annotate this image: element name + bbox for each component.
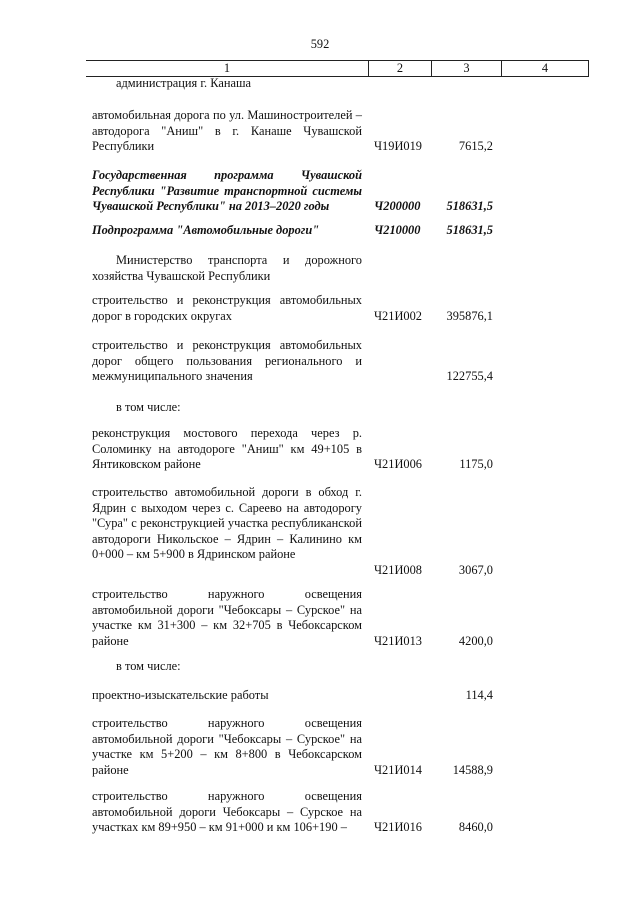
row-code: Ч21И013: [374, 633, 422, 648]
header-col-3: 3: [431, 61, 501, 76]
row-name: Министерство транспорта и дорожного хозяйства Чувашской Республики: [92, 253, 362, 283]
row-value: 7615,2: [458, 139, 493, 154]
row-code: Ч21И008: [374, 563, 422, 577]
row-code: Ч21И002: [374, 308, 422, 323]
row-name: администрация г. Канаша: [116, 76, 252, 90]
row-name: Подпрограмма "Автомобильные дороги": [92, 223, 320, 237]
row-code: Ч21И006: [374, 457, 422, 472]
row-value: 14588,9: [452, 762, 493, 777]
header-col-1: 1: [223, 61, 231, 75]
row-name: автомобильная дорога по ул. Машиностроителей – автодорога "Аниш" в г. Канаше Чувашской Республики: [92, 108, 362, 154]
row-value: 114,4: [465, 688, 493, 702]
row-value: 1175,0: [459, 457, 493, 472]
row-code: Ч19И019: [374, 139, 422, 154]
row-value: 395876,1: [446, 308, 493, 323]
row-value: 4200,0: [458, 633, 493, 648]
row-value: 8460,0: [458, 820, 493, 835]
table-header: [86, 60, 589, 77]
row-name: проектно-изыскательские работы: [92, 688, 269, 702]
header-col-4: 4: [501, 61, 589, 76]
page-number: 592: [310, 37, 330, 51]
row-code: Ч21И014: [374, 762, 422, 777]
row-name: строительство наружного освещения автомобильной дороги Чебоксары – Сурское на участках км 89+950 – км 91+000 и км 106+190 –: [92, 789, 362, 835]
row-name: строительство наружного освещения автомобильной дороги "Чебоксары – Сурское" на участке км 5+200 – км 8+800 в Чебоксарском районе: [92, 716, 362, 777]
row-value: 518631,5: [446, 199, 493, 214]
row-name: строительство автомобильной дороги в обход г. Ядрин с выходом через с. Сареево на автодорогу "Сура" с реконструкцией участка республиканской автодороги Никольское – Ядрин – Калинино км 0+000 – км 5+900 в Ядринском районе: [92, 485, 362, 562]
row-value: 3067,0: [458, 563, 493, 577]
row-name: в том числе:: [116, 400, 181, 414]
row-name: реконструкция мостового перехода через р. Соломинку на автодороге "Аниш" км 49+105 в Янтиковском районе: [92, 426, 362, 472]
row-name: строительство и реконструкция автомобильных дорог в городских округах: [92, 293, 362, 323]
row-value: 122755,4: [446, 369, 493, 384]
row-code: Ч200000: [374, 199, 421, 214]
row-name: в том числе:: [116, 659, 181, 673]
header-col-2: 2: [368, 61, 431, 76]
row-code: Ч210000: [374, 223, 421, 237]
row-name: Государственная программа Чувашской Республики "Развитие транспортной системы Чувашской Республики" на 2013–2020 годы: [92, 168, 362, 214]
row-name: строительство наружного освещения автомобильной дороги "Чебоксары – Сурское" на участке км 31+300 – км 32+705 в Чебоксарском районе: [92, 587, 362, 648]
row-name: строительство и реконструкция автомобильных дорог общего пользования регионального и межмуниципального значения: [92, 338, 362, 384]
row-value: 518631,5: [446, 223, 493, 237]
row-code: Ч21И016: [374, 820, 422, 835]
